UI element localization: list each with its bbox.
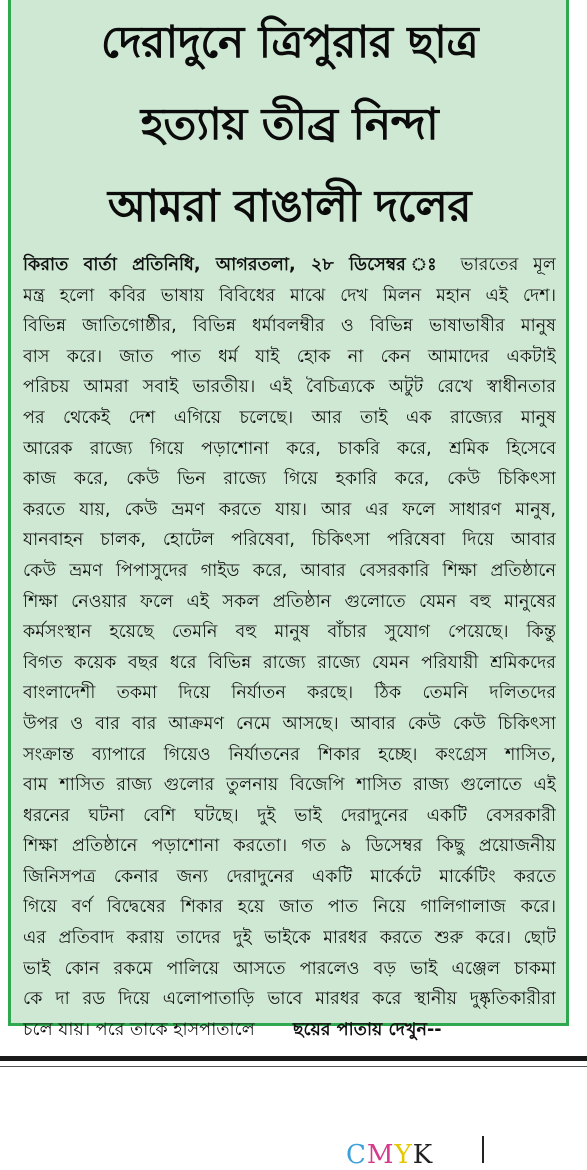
news-article — [8, 0, 569, 1040]
headline — [23, 0, 556, 248]
cmyk-k: K — [412, 1140, 434, 1170]
body-line: কর্মসংস্থান হয়েছে তেমনি বহু মানুষ বাঁচার সুযোগ পেয়েছে। কিন্তু — [23, 622, 556, 643]
body-line: যানবাহন চালক, হোটেল পরিষেবা, চিকিৎসা পরিষেবা দিয়ে আবার — [23, 530, 556, 551]
body-line: ভাই কোন রকমে পালিয়ে আসতে পারলেও বড় ভাই এঞ্জেল চাকমা — [23, 958, 556, 979]
headline-line-3: আমরা বাঙালী দলের — [107, 181, 472, 232]
continued-on-page-link: ছয়ের পাতায় দেখুন-- — [292, 1019, 442, 1040]
body-line: পরিচয় আমরা সবাই ভারতীয়। এই বৈচিত্র্যকে অটুট রেখে স্বাধীনতার — [23, 377, 556, 398]
cmyk-c: C — [346, 1140, 367, 1170]
body-line: ধরনের ঘটনা বেশি ঘটছে। দুই ভাই দেরাদুনের একটি বেসরকারী — [23, 805, 556, 826]
body-line: বাম শাসিত রাজ্য গুলোর তুলনায় বিজেপি শাসিত রাজ্য গুলোতে এই — [23, 775, 556, 796]
headline-line-2: হত্যায় তীব্র নিন্দা — [140, 99, 439, 150]
body-line: আরেক রাজ্যে গিয়ে পড়াশোনা করে, চাকরি করে, শ্রমিক হিসেবে — [23, 438, 556, 459]
body-line: কাজ করে, কেউ ভিন রাজ্যে গিয়ে হকারি করে, কেউ চিকিৎসা — [23, 469, 556, 490]
cmyk-y: Y — [394, 1140, 413, 1170]
headline-line-1: দেরাদুনে ত্রিপুরার ছাত্র — [100, 17, 479, 68]
cmyk-m: M — [366, 1140, 395, 1170]
body-line: পর থেকেই দেশ এগিয়ে চলেছে। আর তাই এক রাজ্যের মানুষ — [23, 407, 556, 428]
page-rule-thin — [0, 1066, 587, 1067]
body-line: কিরাত বার্তা প্রতিনিধি, আগরতলা, ২৮ ডিসেম্বর ঃ ভারতের মূল — [23, 255, 556, 275]
body-line: কে দা রড দিয়ে এলোপাতাড়ি ভাবে মারধর করে স্থানীয় দুষ্কৃতিকারীরা — [23, 989, 556, 1010]
body-line: জিনিসপত্র কেনার জন্য দেরাদুনের একটি মার্কেটে মার্কেটিং করতে — [23, 866, 556, 887]
body-line: সংক্রান্ত ব্যাপারে গিয়েও নির্যাতনের শিকার হচ্ছে। কংগ্রেস শাসিত, — [23, 744, 556, 765]
body-line: বিগত কয়েক বছর ধরে বিভিন্ন রাজ্যে রাজ্যে যেমন পরিযায়ী শ্রমিকদের — [23, 652, 556, 673]
body-line: করতে যায়, কেউ ভ্রমণ করতে যায়। আর এর ফলে সাধারণ মানুষ, — [23, 499, 556, 520]
cmyk-registration-mark — [346, 1142, 433, 1168]
body-line: বিভিন্ন জাতিগোষ্ঠীর, বিভিন্ন ধর্মাবলম্বীর ও বিভিন্ন ভাষাভাষীর মানুষ — [23, 316, 556, 337]
body-line: বাস করে। জাত পাত ধর্ম যাই হোক না কেন আমাদের একটাই — [23, 346, 556, 367]
body-line: গিয়ে বর্ণ বিদ্বেষের শিকার হয়ে জাত পাত নিয়ে গালিগালাজ করে। — [23, 897, 556, 918]
body-line: এর প্রতিবাদ করায় তাদের দুই ভাইকে মারধর করতে শুরু করে। ছোট — [23, 928, 556, 949]
body-line: মন্ত্র হলো কবির ভাষায় বিবিধের মাঝে দেখ মিলন মহান এই দেশ। — [23, 285, 556, 306]
body-line: শিক্ষা নেওয়ার ফলে এই সকল প্রতিষ্ঠান গুলোতে যেমন বহু মানুষের — [23, 591, 556, 612]
body-line: কেউ ভ্রমণ পিপাসুদের গাইড করে, আবার বেসরকারি শিক্ষা প্রতিষ্ঠানে — [23, 560, 556, 581]
body-line-last: চলে যায়। পরে তাকে হাসপাতালে ছয়ের পাতায় দেখুন-- — [23, 1019, 442, 1040]
body-line: বাংলাদেশী তকমা দিয়ে নির্যাতন করছে। ঠিক তেমনি দলিতদের — [23, 683, 556, 704]
article-body — [23, 250, 556, 1045]
registration-bar — [482, 1136, 484, 1163]
body-line: শিক্ষা প্রতিষ্ঠানে পড়াশোনা করতো। গত ৯ ডিসেম্বর কিছু প্রয়োজনীয় — [23, 836, 556, 857]
byline: কিরাত বার্তা প্রতিনিধি, আগরতলা, ২৮ ডিসেম্বর ঃ — [23, 255, 446, 275]
page-rule-thick — [0, 1056, 587, 1061]
body-line: উপর ও বার বার আক্রমণ নেমে আসছে। আবার কেউ কেউ চিকিৎসা — [23, 713, 556, 734]
